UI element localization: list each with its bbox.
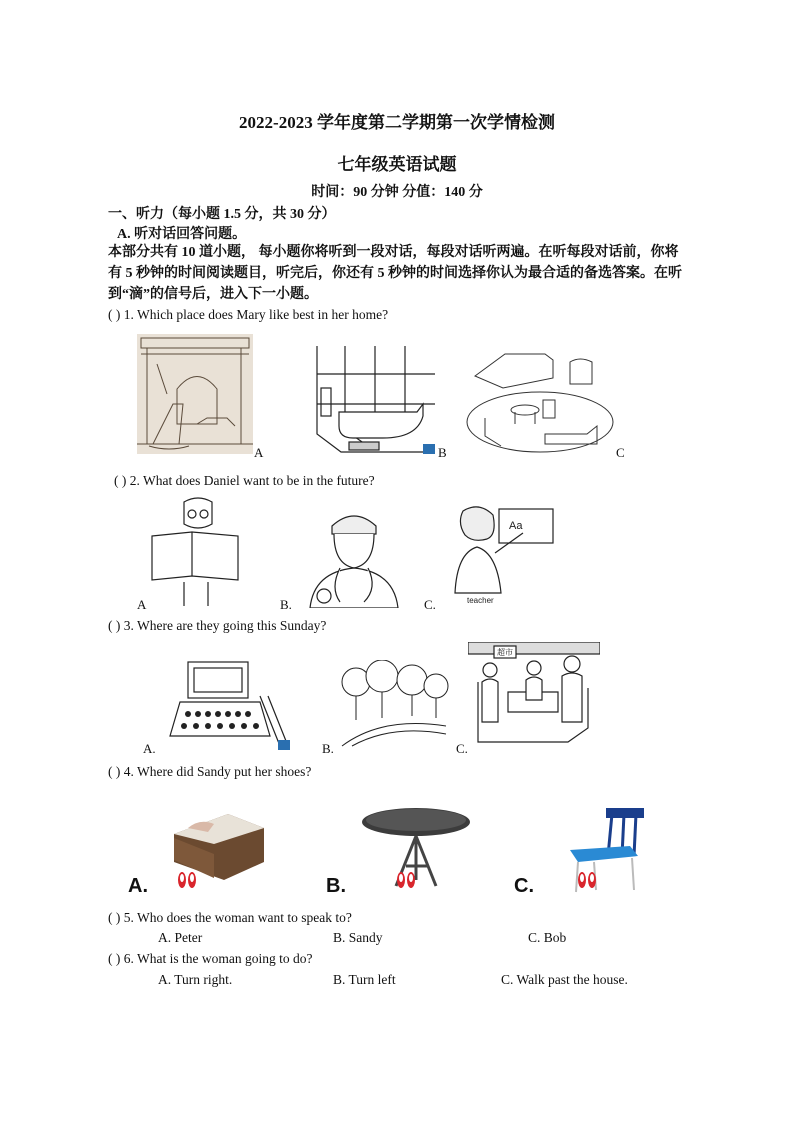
q6-option-c: C. Walk past the house.	[501, 972, 628, 987]
page-title: 2022-2023 学年度第二学期第一次学情检测	[239, 113, 555, 132]
q3-label-a: A.	[143, 741, 156, 756]
teacher-caption: teacher	[467, 596, 494, 605]
instructions: 本部分共有 10 道小题， 每小题你将听到一段对话，每段对话听两遍。在听每段对话前，你将有 5 秒钟的时间阅读题目，听完后，你还有 5 秒钟的时间选择你认为最合适的备选答案。在听到“滴”的信号后，进入下一小题。	[108, 245, 682, 302]
q2-label-a: A	[137, 597, 147, 612]
living-room-sketch-image	[465, 342, 615, 454]
q2-label-b: B.	[280, 597, 292, 612]
question-5-stem: ( ) 5. Who does the woman want to speak to?	[108, 910, 352, 925]
shoes-icon	[395, 870, 417, 890]
shoes-icon	[176, 870, 198, 890]
q1-label-a: A	[254, 445, 264, 460]
supermarket-sign: 超市	[497, 648, 513, 657]
question-3-stem: ( ) 3. Where are they going this Sunday?	[108, 618, 327, 633]
porch-sketch-image	[137, 334, 253, 454]
q2-label-c: C.	[424, 597, 436, 612]
newspaper-reader-image	[148, 496, 244, 608]
q4-label-c: C.	[514, 875, 534, 897]
park-image	[338, 660, 450, 750]
question-4-stem: ( ) 4. Where did Sandy put her shoes?	[108, 764, 312, 779]
q5-option-a: A. Peter	[158, 930, 203, 945]
page-subtitle: 七年级英语试题	[337, 155, 457, 174]
q5-option-c: C. Bob	[528, 930, 567, 945]
svg-text:Aa: Aa	[509, 520, 523, 532]
q6-option-a: A. Turn right.	[158, 972, 233, 987]
q4-label-a: A.	[128, 875, 148, 897]
q3-label-c: C.	[456, 741, 468, 756]
question-6-stem: ( ) 6. What is the woman going to do?	[108, 951, 313, 966]
q1-label-b: B	[438, 445, 447, 460]
exam-info: 时间：90 分钟 分值：140 分	[311, 185, 483, 200]
q3-label-b: B.	[322, 741, 334, 756]
cinema-image	[160, 656, 290, 752]
part-a-heading: A. 听对话回答问题。	[117, 227, 247, 242]
doctor-image	[300, 508, 410, 608]
shoes-icon	[576, 870, 598, 890]
q4-label-b: B.	[326, 875, 346, 897]
teacher-image	[437, 503, 557, 607]
q1-label-c: C	[616, 445, 625, 460]
question-1-stem: ( ) 1. Which place does Mary like best in her home?	[108, 307, 389, 322]
section-heading: 一、听力（每小题 1.5 分，共 30 分）	[108, 207, 336, 222]
bathroom-sketch-image	[315, 344, 435, 456]
q6-option-b: B. Turn left	[333, 972, 396, 987]
question-2-stem: ( ) 2. What does Daniel want to be in the future?	[114, 473, 375, 488]
supermarket-image	[468, 642, 600, 750]
q5-option-b: B. Sandy	[333, 930, 383, 945]
